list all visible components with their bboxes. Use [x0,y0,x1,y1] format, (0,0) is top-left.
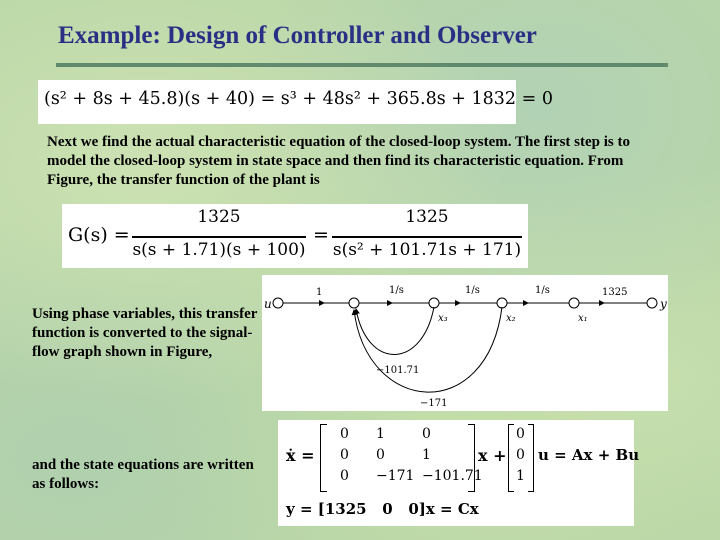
eq1-rhs: = s³ + 48s² + 365.8s + 1832 = 0 [260,89,553,109]
title-underline [56,63,668,67]
node-a [349,298,359,308]
output-equation: y = [1325 0 0]x = Cx [286,500,479,518]
tf-num-1: 1325 [197,207,241,227]
tf-lhs: G(s) = [68,224,130,246]
node-y [647,298,657,308]
x-plus: x + [478,446,507,465]
matrix-b-cell: 0 [516,426,525,442]
tf-den-1: s(s + 1.71)(s + 100) [132,240,306,260]
feedback-loop-171 [354,307,502,392]
paragraph-phase-variables: Using phase variables, this transfer function is converted to the signal-flow graph shown in Figure, [32,306,258,360]
node-x2 [497,298,507,308]
tf-fraction-bar-1 [132,236,306,238]
state-equations-box [278,420,640,526]
signal-flow-graph [262,275,668,411]
matrix-a-cell: 0 [422,426,431,442]
sfg-x2-label: x₂ [506,313,516,324]
xdot-label: ẋ = [286,446,315,465]
signal-flow-graph-svg [262,275,668,411]
sfg-feedback-1-label: −101.71 [376,365,420,376]
matrix-a-cell: −171 [376,468,415,484]
matrix-a-cell: 1 [376,426,385,442]
matrix-a-cell: −101.71 [422,468,483,484]
matrix-a-cell: 0 [376,447,385,463]
eq1-lhs: (s² + 8s + 45.8)(s + 40) [44,89,255,109]
paragraph-state-equations: and the state equations are written as follows: [32,457,254,492]
matrix-b-cell: 1 [516,468,525,484]
sfg-x1-label: x₁ [578,313,588,324]
paragraph-intro: Next we find the actual characteristic equation of the closed-loop system. The first step is to model the closed-loop system in state space and then find its characteristic equation. From Figure, the transfer function of the plant is [47,134,630,188]
tf-num-2: 1325 [405,207,449,227]
sfg-input-label: u [264,297,272,311]
sfg-gain-out: 1325 [602,287,628,298]
slide-title: Example: Design of Controller and Observer [58,22,537,49]
feedback-loop-101 [356,307,434,355]
matrix-a-cell: 0 [340,447,349,463]
matrix-b-cell: 0 [516,447,525,463]
characteristic-equation-box [38,80,553,124]
node-u [273,298,283,308]
matrix-b-right-bracket [528,424,534,492]
matrix-a-cell: 0 [340,468,349,484]
matrix-a-cell: 0 [340,426,349,442]
transfer-function-box [62,204,528,268]
matrix-a-cell: 1 [422,447,431,463]
node-x3 [429,298,439,308]
sfg-integrator-2: 1/s [465,285,480,296]
matrix-a-left-bracket [320,424,327,492]
tf-equals: = [313,224,329,246]
sfg-gain-in: 1 [316,287,323,298]
tf-fraction-bar-2 [332,236,522,238]
sfg-integrator-1: 1/s [389,285,404,296]
sfg-integrator-3: 1/s [535,285,550,296]
sfg-x3-label: x₃ [438,313,448,324]
sfg-output-label: y [660,297,667,311]
sfg-feedback-2-label: −171 [420,398,448,409]
node-x1 [569,298,579,308]
u-equation: u = Ax + Bu [538,446,640,464]
tf-den-2: s(s² + 101.71s + 171) [332,240,522,260]
